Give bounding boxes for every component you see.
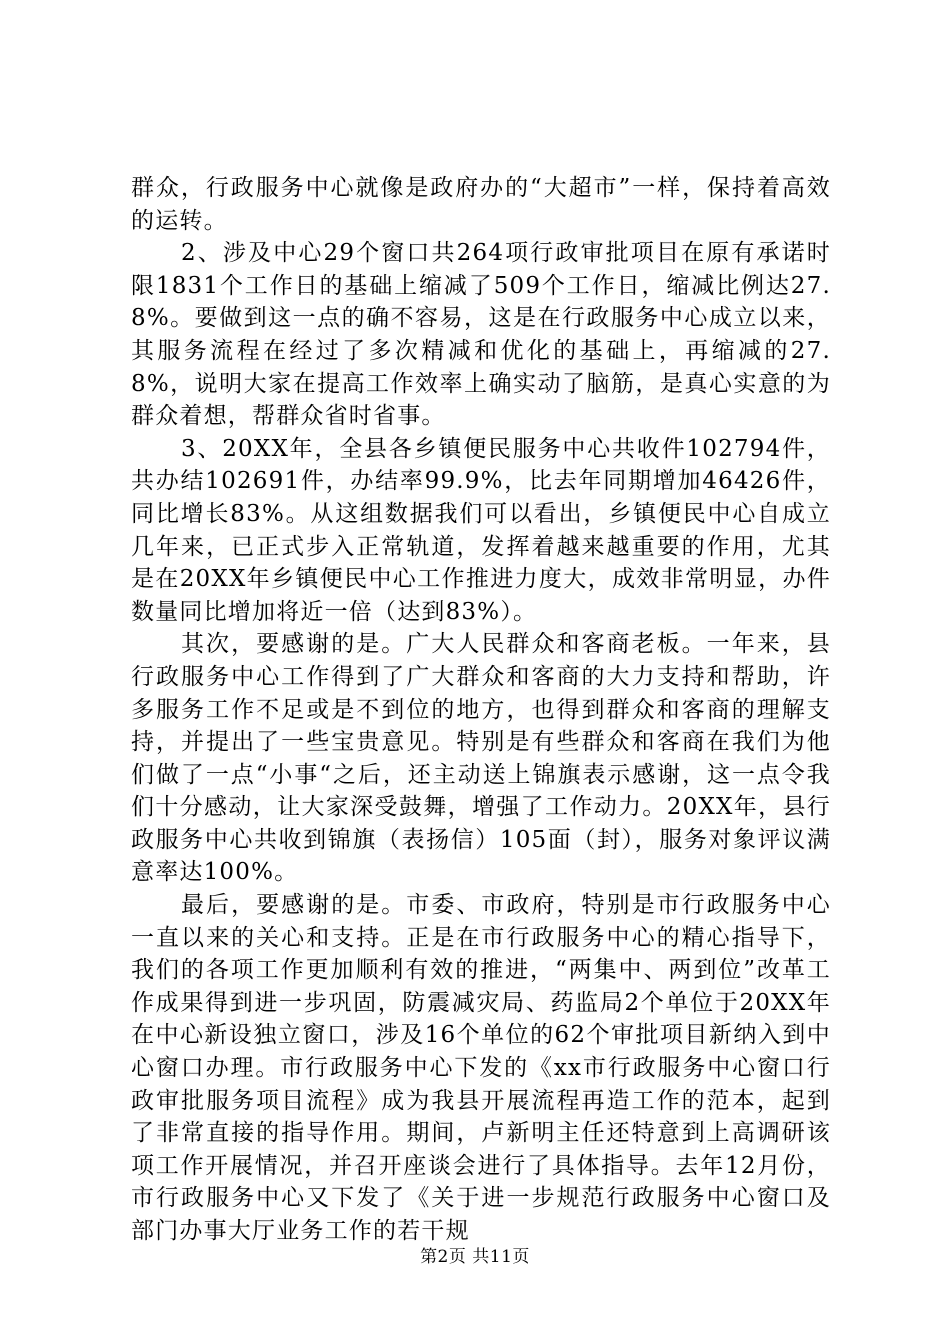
page-number-footer: 第2页 共11页: [420, 1247, 530, 1267]
paragraph-item-3: 3、20XX年，全县各乡镇便民服务中心共收件102794件，共办结102691件，办结率99.9%，比去年同期增加46426件，同比增长83%。从这组数据我们可以看出，乡镇便民中心自成立几年来，已正式步入正常轨道，发挥着越来越重要的作用，尤其是在20XX年乡镇便民中心工作推进力度大，成效非常明显，办件数量同比增加将近一倍（达到83%）。: [131, 435, 831, 625]
paragraph-item-2: 2、涉及中心29个窗口共264项行政审批项目在原有承诺时限1831个工作日的基础上缩减了509个工作日，缩减比例达27.8%。要做到这一点的确不容易，这是在行政服务中心成立以来，其服务流程在经过了多次精减和优化的基础上，再缩减的27.8%，说明大家在提高工作效率上确实动了脑筋，是真心实意的为群众着想，帮群众省时省事。: [131, 240, 831, 430]
paragraph-thanks-public: 其次，要感谢的是。广大人民群众和客商老板。一年来，县行政服务中心工作得到了广大群众和客商的大力支持和帮助，许多服务工作不足或是不到位的地方，也得到群众和客商的理解支持，并提出了一些宝贵意见。特别是有些群众和客商在我们为他们做了一点“小事“之后，还主动送上锦旗表示感谢，这一点令我们十分感动，让大家深受鼓舞，增强了工作动力。20XX年，县行政服务中心共收到锦旗（表扬信）105面（封），服务对象评议满意率达100%。: [131, 631, 831, 886]
document-body: [131, 172, 831, 1248]
paragraph-continuation: 群众，行政服务中心就像是政府办的“大超市”一样，保持着高效的运转。: [131, 175, 831, 234]
paragraph-thanks-city: 最后，要感谢的是。市委、市政府，特别是市行政服务中心一直以来的关心和支持。正是在市行政服务中心的精心指导下，我们的各项工作更加顺利有效的推进，“两集中、两到位”改革工作成果得到进一步巩固，防震减灾局、药监局2个单位于20XX年在中心新设独立窗口，涉及16个单位的62个审批项目新纳入到中心窗口办理。市行政服务中心下发的《xx市行政服务中心窗口行政审批服务项目流程》成为我县开展流程再造工作的范本，起到了非常直接的指导作用。期间，卢新明主任还特意到上高调研该项工作开展情况，并召开座谈会进行了具体指导。去年12月份，市行政服务中心又下发了《关于进一步规范行政服务中心窗口及部门办事大厅业务工作的若干规: [131, 892, 831, 1244]
